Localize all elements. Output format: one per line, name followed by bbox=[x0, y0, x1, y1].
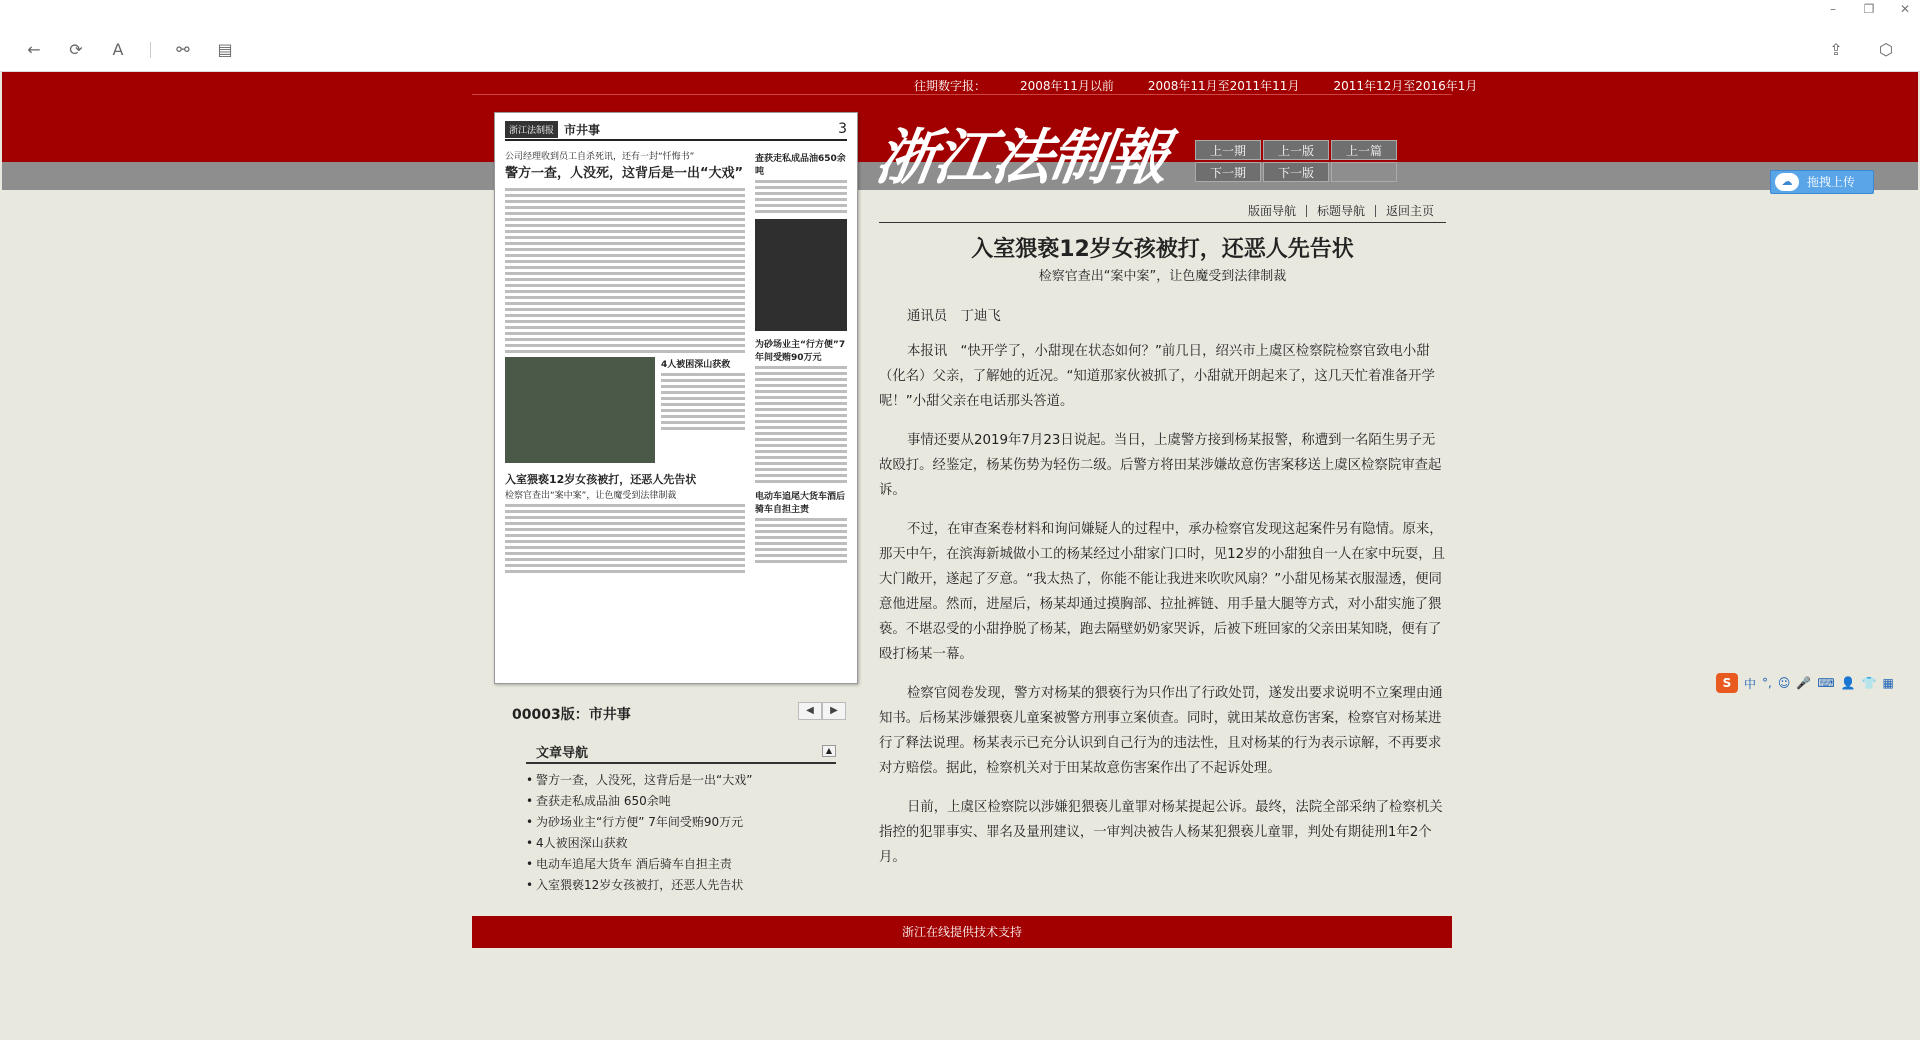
ime-toolbar[interactable] bbox=[1716, 672, 1894, 694]
upload-button-label: 拖拽上传 bbox=[1807, 175, 1856, 189]
home-link[interactable]: 返回主页 bbox=[1386, 204, 1435, 218]
archive-link-2[interactable]: 2008年11月至2011年11月 bbox=[1147, 79, 1300, 93]
ime-user-icon[interactable]: 👤 bbox=[1840, 676, 1856, 690]
share-icon[interactable]: ⇪ bbox=[1829, 40, 1843, 59]
thumbnail-side-head-3[interactable]: 电动车追尾大货车酒后骑车自担主责 bbox=[755, 492, 846, 515]
close-icon[interactable]: ✕ bbox=[1899, 2, 1911, 16]
archive-nav bbox=[914, 77, 1477, 94]
prev-page-button[interactable]: 上一版 bbox=[1263, 140, 1329, 160]
article-divider bbox=[879, 222, 1446, 223]
browser-toolbar-right bbox=[1826, 40, 1896, 60]
link-icon[interactable]: ⚯ bbox=[176, 40, 190, 59]
thumbnail-headline-top[interactable]: 公司经理收到员工自杀死讯，还有一封“忏悔书” bbox=[505, 152, 695, 162]
archive-link-3[interactable]: 2011年12月至2016年1月 bbox=[1333, 79, 1478, 93]
thumbnail-headline-main[interactable]: 警方一查，人没死，这背后是一出“大戏” bbox=[505, 166, 744, 181]
ime-voice-icon[interactable]: 🎤 bbox=[1796, 676, 1812, 690]
article-paragraph: 检察官阅卷发现，警方对杨某的猥亵行为只作出了行政处罚，遂发出要求说明不立案理由通知书。后杨某涉嫌猥亵儿童案被警方刑事立案侦查。同时，就田某故意伤害案，检察官对杨某进行了释法说理。杨某表示已充分认识到自己行为的违法性，且对杨某的行为表示谅解，不再要求对方赔偿。据此，检察机关对于田某故意伤害案作出了不起诉处理。 bbox=[879, 686, 1443, 776]
article-nav-header bbox=[526, 740, 836, 764]
font-icon[interactable]: A bbox=[112, 40, 124, 59]
thumbnail-text-block bbox=[505, 188, 745, 353]
thumbnail-bottom-sub: 检察官查出“案中案”，让色魔受到法律制裁 bbox=[505, 491, 677, 501]
article-paragraph: 本报讯 “快开学了，小甜现在状态如何？”前几日，绍兴市上虞区检察院检察官致电小甜（化名）父亲，了解她的近况。“知道那家伙被抓了，小甜就开朗起来了，这几天忙着准备开学呢！”小甜父亲在电话那头答道。 bbox=[879, 344, 1435, 409]
next-page-icon[interactable]: ▶ bbox=[822, 702, 846, 720]
archive-nav-label: 往期数字报： bbox=[914, 79, 987, 93]
page-pager bbox=[798, 702, 846, 720]
thumbnail-side-head-1[interactable]: 查获走私成品油650余吨 bbox=[755, 154, 846, 177]
article-navigation bbox=[526, 740, 836, 896]
upload-button[interactable] bbox=[1770, 170, 1874, 194]
article-paragraph: 日前，上虞区检察院以涉嫌犯猥亵儿童罪对杨某提起公诉。最终，法院全部采纳了检察机关指控的犯罪事实、罪名及量刑建议，一审判决被告人杨某犯猥亵儿童罪，判处有期徒刑1年2个月。 bbox=[879, 800, 1443, 865]
newspaper-page bbox=[2, 72, 1918, 1040]
article-title: 入室猥亵12岁女孩被打，还恶人先告状 bbox=[971, 237, 1354, 262]
collapse-icon[interactable]: ▲ bbox=[822, 745, 836, 757]
ime-keyboard-icon[interactable]: ⌨ bbox=[1817, 676, 1835, 690]
thumbnail-photo-forest bbox=[505, 357, 655, 463]
page-footer: 浙江在线提供技术支持 bbox=[472, 916, 1452, 948]
cube-icon[interactable]: ⬡ bbox=[1879, 40, 1893, 59]
ime-logo-icon[interactable]: S bbox=[1716, 673, 1738, 693]
prev-issue-button[interactable]: 上一期 bbox=[1195, 140, 1261, 160]
refresh-icon[interactable]: ⟳ bbox=[69, 40, 83, 59]
article-nav-item[interactable]: • 入室猥亵12岁女孩被打，还恶人先告状 bbox=[526, 875, 836, 896]
article-nav-item[interactable]: • 查获走私成品油 650余吨 bbox=[526, 791, 836, 812]
nav-separator bbox=[1375, 205, 1376, 217]
thumbnail-header bbox=[505, 119, 847, 141]
article-subtitle: 检察官查出“案中案”，让色魔受到法律制裁 bbox=[1038, 269, 1287, 284]
article-nav-title: 文章导航 bbox=[536, 745, 589, 761]
browser-chrome bbox=[0, 0, 1920, 72]
thumbnail-mid-head[interactable]: 4人被困深山获救 bbox=[661, 360, 731, 370]
thumbnail-page-number: 3 bbox=[838, 121, 847, 137]
toolbar-separator bbox=[150, 42, 151, 58]
thumbnail-photo-police bbox=[755, 219, 847, 331]
thumbnail-section: 市井事 bbox=[564, 122, 601, 137]
article-byline: 通讯员 丁迪飞 bbox=[907, 309, 1001, 324]
minimize-icon[interactable]: – bbox=[1830, 2, 1836, 16]
layout-nav-link[interactable]: 版面导航 bbox=[1248, 204, 1297, 218]
next-page-button[interactable]: 下一版 bbox=[1263, 162, 1329, 182]
site-logo: 浙江法制報 bbox=[871, 123, 1172, 193]
title-nav-link[interactable]: 标题导航 bbox=[1317, 204, 1366, 218]
issue-navigation bbox=[1195, 140, 1399, 184]
article-nav-list bbox=[526, 770, 836, 896]
archive-link-1[interactable]: 2008年11月以前 bbox=[1020, 79, 1114, 93]
layout-icon[interactable]: ▤ bbox=[217, 40, 233, 59]
nav-separator bbox=[1306, 205, 1307, 217]
empty-button-slot bbox=[1331, 162, 1397, 182]
article-nav-item[interactable]: • 警方一查，人没死，这背后是一出“大戏” bbox=[526, 770, 836, 791]
prev-article-button[interactable]: 上一篇 bbox=[1331, 140, 1397, 160]
restore-icon[interactable]: ❐ bbox=[1863, 2, 1875, 16]
prev-page-icon[interactable]: ◀ bbox=[798, 702, 822, 720]
thumbnail-side-head-2[interactable]: 为砂场业主“行方便”7年间受贿90万元 bbox=[755, 340, 846, 363]
cloud-icon: ☁ bbox=[1775, 173, 1799, 191]
window-controls bbox=[1826, 2, 1912, 16]
article-nav-item[interactable]: • 电动车追尾大货车 酒后骑车自担主责 bbox=[526, 854, 836, 875]
page-section-label: 00003版：市井事 bbox=[512, 707, 631, 723]
thumbnail-bottom-head[interactable]: 入室猥亵12岁女孩被打，还恶人先告状 bbox=[505, 473, 697, 486]
newspaper-thumbnail[interactable] bbox=[494, 112, 858, 684]
site-nav bbox=[1248, 202, 1434, 219]
next-issue-button[interactable]: 下一期 bbox=[1195, 162, 1261, 182]
ime-menu-icon[interactable]: ▦ bbox=[1882, 676, 1894, 690]
article-paragraph: 不过，在审查案卷材料和询问嫌疑人的过程中，承办检察官发现这起案件另有隐情。原来，那天中午，在滨海新城做小工的杨某经过小甜家门口时，见12岁的小甜独自一人在家中玩耍，且大门敞开，遂起了歹意。“我太热了，你能不能让我进来吹吹风扇？”小甜见杨某衣服湿透，便同意他进屋。然而，进屋后，杨某却通过摸胸部、拉扯裤链、用手量大腿等方式，对小甜实施了猥亵。不堪忍受的小甜挣脱了杨某，跑去隔壁奶奶家哭诉，后被下班回家的父亲田某知晓，便有了殴打杨某一幕。 bbox=[879, 522, 1446, 662]
article-nav-item[interactable]: • 4人被困深山获救 bbox=[526, 833, 836, 854]
ime-skin-icon[interactable]: 👕 bbox=[1861, 676, 1877, 690]
browser-toolbar bbox=[24, 40, 235, 60]
header-divider bbox=[472, 94, 1452, 95]
back-icon[interactable]: ← bbox=[27, 40, 41, 59]
thumbnail-logo: 浙江法制报 bbox=[505, 121, 558, 138]
ime-mode-icon[interactable]: 中 bbox=[1744, 676, 1757, 691]
ime-punct-icon[interactable]: °, bbox=[1762, 676, 1772, 690]
ime-emoji-icon[interactable]: ☺ bbox=[1777, 676, 1791, 690]
article-paragraph: 事情还要从2019年7月23日说起。当日，上虞警方接到杨某报警，称遭到一名陌生男子无故殴打。经鉴定，杨某伤势为轻伤二级。后警方将田某涉嫌故意伤害案移送上虞区检察院审查起诉。 bbox=[879, 433, 1442, 498]
article-nav-item[interactable]: • 为砂场业主“行方便” 7年间受贿90万元 bbox=[526, 812, 836, 833]
article-body bbox=[879, 304, 1446, 884]
